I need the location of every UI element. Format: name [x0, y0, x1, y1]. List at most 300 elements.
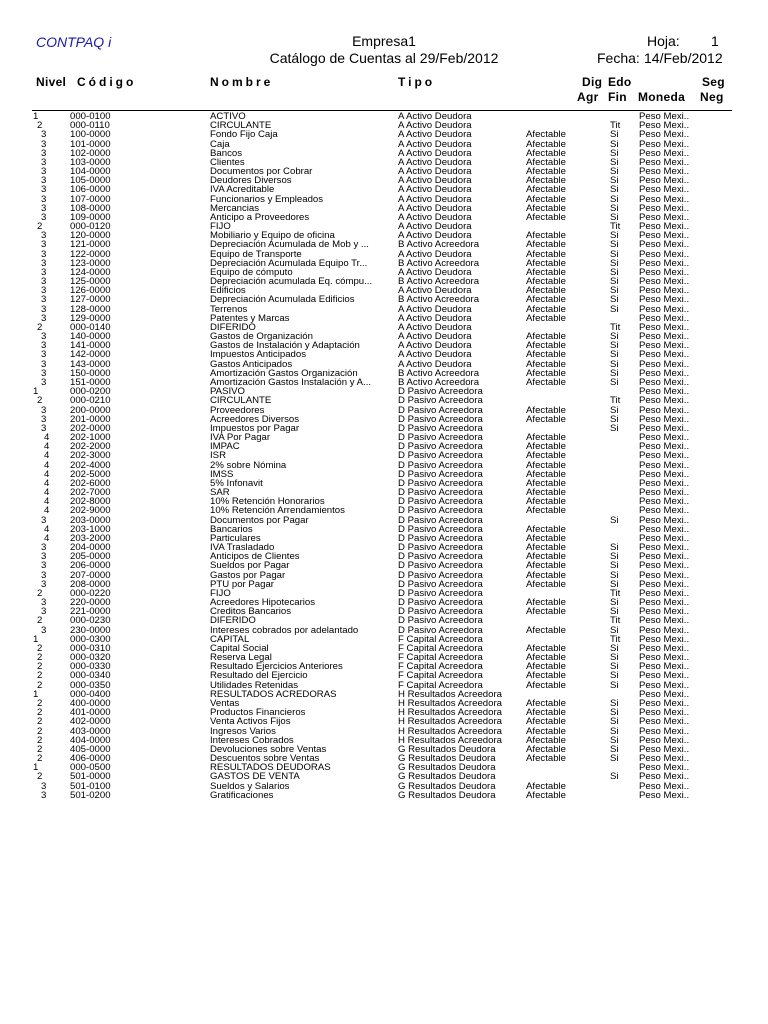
- account-code: 403-0000: [70, 725, 111, 737]
- account-level: 4: [44, 477, 50, 489]
- account-status: Si: [610, 771, 619, 783]
- account-level: 3: [41, 230, 47, 242]
- account-level: 2: [37, 652, 43, 664]
- account-name: Devoluciones sobre Ventas: [210, 744, 327, 755]
- account-name: Productos Financieros: [210, 708, 306, 718]
- account-level: 2: [37, 679, 43, 691]
- account-currency: Peso Mexi..: [639, 367, 690, 379]
- account-currency: Peso Mexi..: [639, 477, 690, 489]
- account-name: Acreedores Hipotecarios: [210, 598, 316, 608]
- account-affectable: Afectable: [526, 716, 567, 728]
- account-name: 2% sobre Nómina: [210, 460, 287, 470]
- account-code: 125-0000: [70, 276, 111, 288]
- account-name: Particulares: [210, 533, 261, 544]
- account-code: 000-0110: [70, 120, 110, 132]
- account-level: 2: [37, 615, 43, 627]
- account-status: Si: [610, 266, 619, 278]
- col-header-seg: Seg: [702, 75, 725, 89]
- account-type: A Activo Deudora: [398, 147, 472, 159]
- account-affectable: Afectable: [526, 743, 567, 755]
- account-status: Tit: [610, 633, 621, 645]
- account-name: Descuentos sobre Ventas: [210, 754, 320, 764]
- account-level: 3: [41, 312, 47, 324]
- account-level: 3: [41, 413, 47, 425]
- account-code: 143-0000: [70, 358, 111, 370]
- account-affectable: Afectable: [526, 450, 567, 462]
- account-status: Tit: [610, 587, 621, 599]
- account-currency: Peso Mexi..: [639, 129, 690, 141]
- account-status: Si: [610, 698, 619, 709]
- account-status: Si: [610, 514, 619, 526]
- account-status: Si: [610, 404, 619, 416]
- account-name: CIRCULANTE: [210, 396, 272, 406]
- account-currency: Peso Mexi..: [639, 239, 690, 251]
- account-affectable: Afectable: [526, 652, 567, 664]
- account-type: D Pasivo Acreedora: [398, 468, 483, 480]
- account-status: Si: [610, 358, 619, 370]
- account-level: 3: [41, 376, 47, 388]
- account-affectable: Afectable: [526, 642, 567, 654]
- account-code: 000-0120: [70, 221, 111, 233]
- account-affectable: Afectable: [526, 147, 567, 159]
- account-status: Si: [610, 642, 619, 654]
- account-code: 202-5000: [70, 468, 111, 480]
- account-status: Si: [610, 707, 619, 719]
- col-header-agr: Agr: [577, 90, 599, 104]
- account-level: 2: [37, 321, 43, 333]
- account-level: 2: [37, 120, 43, 132]
- account-name: Equipo de cómputo: [210, 267, 293, 278]
- account-code: 101-0000: [70, 138, 111, 150]
- account-level: 2: [37, 734, 43, 746]
- account-affectable: Afectable: [526, 734, 567, 746]
- account-type: H Resultados Acreedora: [398, 725, 502, 737]
- account-currency: Peso Mexi..: [639, 753, 690, 765]
- account-affectable: Afectable: [526, 532, 567, 544]
- page-number: 1: [711, 33, 719, 49]
- account-code: 104-0000: [70, 166, 111, 178]
- account-affectable: Afectable: [526, 578, 567, 590]
- account-code: 200-0000: [70, 404, 111, 416]
- account-code: 126-0000: [70, 285, 111, 297]
- account-type: A Activo Deudora: [398, 331, 472, 343]
- account-currency: Peso Mexi..: [639, 597, 690, 609]
- page-label: Hoja:: [647, 33, 680, 49]
- account-code: 141-0000: [70, 340, 111, 352]
- account-level: 4: [44, 450, 50, 462]
- account-level: 4: [44, 523, 50, 535]
- account-code: 202-6000: [70, 477, 111, 489]
- account-type: H Resultados Acreedora: [398, 734, 502, 746]
- account-status: Tit: [610, 120, 621, 132]
- col-header-dig: Dig: [582, 75, 603, 89]
- account-currency: Peso Mexi..: [639, 780, 690, 792]
- account-name: Caja: [210, 139, 230, 149]
- account-affectable: Afectable: [526, 441, 567, 453]
- account-type: H Resultados Acreedora: [398, 688, 502, 700]
- account-level: 3: [41, 624, 47, 636]
- account-code: 121-0000: [70, 239, 111, 251]
- account-level: 2: [37, 395, 43, 407]
- account-name: Documentos por Pagar: [210, 515, 309, 525]
- account-affectable: Afectable: [526, 404, 567, 416]
- account-code: 400-0000: [70, 698, 111, 709]
- account-name: Gastos Anticipados: [210, 359, 293, 369]
- account-status: Si: [610, 413, 619, 425]
- account-currency: Peso Mexi..: [639, 285, 690, 297]
- account-affectable: Afectable: [526, 523, 567, 535]
- account-name: 10% Retención Honorarios: [210, 497, 325, 507]
- account-type: B Activo Acreedora: [398, 276, 480, 288]
- account-type: G Resultados Deudora: [398, 771, 496, 783]
- account-affectable: Afectable: [526, 560, 567, 572]
- account-code: 207-0000: [70, 569, 111, 581]
- account-affectable: Afectable: [526, 239, 567, 251]
- account-name: Depreciación acumulada Eq. cómpu...: [210, 277, 373, 287]
- account-name: Impuestos Anticipados: [210, 350, 306, 360]
- account-type: D Pasivo Acreedora: [398, 587, 483, 599]
- account-currency: Peso Mexi..: [639, 661, 690, 673]
- account-code: 102-0000: [70, 147, 111, 159]
- account-status: Si: [610, 753, 619, 765]
- account-currency: Peso Mexi..: [639, 340, 690, 352]
- account-affectable: Afectable: [526, 789, 567, 801]
- account-type: F Capital Acreedora: [398, 642, 483, 654]
- account-affectable: Afectable: [526, 230, 567, 242]
- account-level: 2: [37, 743, 43, 755]
- account-currency: Peso Mexi..: [639, 615, 690, 627]
- col-header-neg: Neg: [700, 90, 724, 104]
- date-label: Fecha:: [597, 50, 640, 66]
- account-affectable: Afectable: [526, 753, 567, 765]
- account-level: 3: [41, 331, 47, 343]
- account-affectable: Afectable: [526, 211, 567, 223]
- account-status: Si: [610, 303, 619, 315]
- account-affectable: Afectable: [526, 670, 567, 682]
- account-status: Si: [610, 597, 619, 609]
- account-code: 501-0200: [70, 789, 111, 801]
- account-affectable: Afectable: [526, 358, 567, 370]
- account-level: 1: [33, 633, 39, 645]
- account-name: IVA Trasladado: [210, 543, 275, 553]
- account-type: A Activo Deudora: [398, 129, 472, 141]
- account-affectable: Afectable: [526, 679, 567, 691]
- account-affectable: Afectable: [526, 569, 567, 581]
- account-status: Si: [610, 670, 619, 682]
- account-currency: Peso Mexi..: [639, 193, 690, 205]
- account-status: Si: [610, 725, 619, 737]
- account-type: D Pasivo Acreedora: [398, 413, 483, 425]
- account-type: D Pasivo Acreedora: [398, 404, 483, 416]
- account-code: 202-7000: [70, 487, 111, 499]
- account-status: Si: [610, 422, 619, 434]
- account-affectable: Afectable: [526, 166, 567, 178]
- account-level: 3: [41, 569, 47, 581]
- account-code: 501-0100: [70, 780, 111, 792]
- account-status: Tit: [610, 615, 621, 627]
- account-name: PTU por Pagar: [210, 579, 274, 589]
- account-status: Si: [610, 606, 619, 618]
- header-divider: [32, 110, 732, 111]
- account-code: 202-2000: [70, 441, 111, 453]
- account-status: Si: [610, 679, 619, 691]
- account-name: Documentos por Cobrar: [210, 167, 313, 177]
- account-level: 4: [44, 468, 50, 480]
- account-code: 000-0330: [70, 661, 111, 673]
- account-currency: Peso Mexi..: [639, 450, 690, 462]
- account-level: 4: [44, 441, 50, 453]
- account-code: 000-0140: [70, 321, 111, 333]
- account-code: 402-0000: [70, 716, 111, 728]
- account-level: 3: [41, 285, 47, 297]
- account-level: 4: [44, 532, 50, 544]
- account-currency: Peso Mexi..: [639, 120, 690, 132]
- account-affectable: Afectable: [526, 129, 567, 141]
- account-currency: Peso Mexi..: [639, 221, 690, 233]
- account-level: 2: [37, 707, 43, 719]
- account-code: 109-0000: [70, 211, 111, 223]
- account-type: G Resultados Deudora: [398, 780, 496, 792]
- account-type: G Resultados Deudora: [398, 743, 496, 755]
- account-level: 3: [41, 257, 47, 269]
- account-name: Impuestos por Pagar: [210, 423, 300, 434]
- account-currency: Peso Mexi..: [639, 578, 690, 590]
- account-currency: Peso Mexi..: [639, 202, 690, 214]
- account-name: Creditos Bancarios: [210, 607, 292, 617]
- account-code: 202-8000: [70, 496, 111, 508]
- account-currency: Peso Mexi..: [639, 725, 690, 737]
- account-currency: Peso Mexi..: [639, 312, 690, 324]
- account-affectable: Afectable: [526, 707, 567, 719]
- account-type: D Pasivo Acreedora: [398, 505, 483, 517]
- account-affectable: Afectable: [526, 468, 567, 480]
- account-currency: Peso Mexi..: [639, 707, 690, 719]
- account-currency: Peso Mexi..: [639, 560, 690, 572]
- account-level: 2: [37, 221, 43, 233]
- account-type: F Capital Acreedora: [398, 661, 483, 673]
- account-affectable: Afectable: [526, 698, 567, 709]
- account-currency: Peso Mexi..: [639, 211, 690, 223]
- account-currency: Peso Mexi..: [639, 670, 690, 682]
- account-name: Fondo Fijo Caja: [210, 130, 278, 140]
- account-type: A Activo Deudora: [398, 340, 472, 352]
- account-currency: Peso Mexi..: [639, 111, 690, 122]
- account-code: 000-0350: [70, 679, 111, 691]
- account-affectable: Afectable: [526, 257, 567, 269]
- account-status: Si: [610, 716, 619, 728]
- account-status: Si: [610, 211, 619, 223]
- account-code: 203-2000: [70, 532, 111, 544]
- account-status: Tit: [610, 395, 621, 407]
- account-affectable: Afectable: [526, 156, 567, 168]
- account-type: A Activo Deudora: [398, 321, 472, 333]
- account-type: D Pasivo Acreedora: [398, 496, 483, 508]
- account-currency: Peso Mexi..: [639, 652, 690, 664]
- account-name: SAR: [210, 488, 230, 498]
- account-affectable: Afectable: [526, 413, 567, 425]
- account-type: A Activo Deudora: [398, 120, 472, 132]
- account-type: H Resultados Acreedora: [398, 707, 502, 719]
- account-name: CIRCULANTE: [210, 121, 272, 131]
- account-code: 150-0000: [70, 367, 111, 379]
- account-type: D Pasivo Acreedora: [398, 532, 483, 544]
- account-type: D Pasivo Acreedora: [398, 542, 483, 554]
- account-name: IVA Acreditable: [210, 185, 275, 195]
- account-name: Gratificaciones: [210, 790, 274, 800]
- account-level: 2: [37, 698, 43, 709]
- account-type: G Resultados Deudora: [398, 762, 496, 774]
- account-currency: Peso Mexi..: [639, 358, 690, 370]
- account-affectable: Afectable: [526, 184, 567, 196]
- account-code: 000-0400: [70, 688, 111, 700]
- account-affectable: Afectable: [526, 303, 567, 315]
- account-name: IMPAC: [210, 442, 240, 452]
- account-status: Si: [610, 138, 619, 150]
- account-affectable: Afectable: [526, 459, 567, 471]
- account-name: Bancos: [210, 148, 242, 158]
- brand-logo-text: CONTPAQ i: [36, 34, 112, 50]
- account-code: 108-0000: [70, 202, 111, 214]
- account-affectable: Afectable: [526, 175, 567, 187]
- account-name: RESULTADOS DEUDORAS: [210, 763, 331, 773]
- account-affectable: Afectable: [526, 542, 567, 554]
- account-status: Si: [610, 276, 619, 288]
- account-status: Si: [610, 743, 619, 755]
- account-code: 000-0310: [70, 642, 111, 654]
- account-type: F Capital Acreedora: [398, 633, 483, 645]
- account-level: 4: [44, 432, 50, 444]
- account-currency: Peso Mexi..: [639, 266, 690, 278]
- account-level: 3: [41, 597, 47, 609]
- account-type: F Capital Acreedora: [398, 670, 483, 682]
- account-name: GASTOS DE VENTA: [210, 772, 300, 782]
- account-name: ISR: [210, 451, 226, 461]
- company-name: Empresa1: [352, 33, 416, 49]
- account-type: D Pasivo Acreedora: [398, 450, 483, 462]
- account-name: IMSS: [210, 469, 234, 479]
- account-level: 3: [41, 606, 47, 618]
- account-status: Si: [610, 184, 619, 196]
- account-name: Mercancias: [210, 203, 260, 213]
- account-level: 2: [37, 725, 43, 737]
- account-type: B Activo Acreedora: [398, 239, 480, 251]
- account-status: Tit: [610, 221, 621, 233]
- account-currency: Peso Mexi..: [639, 175, 690, 187]
- account-name: Sueldos por Pagar: [210, 561, 290, 571]
- account-level: 3: [41, 156, 47, 168]
- account-code: 000-0200: [70, 386, 111, 398]
- account-currency: Peso Mexi..: [639, 257, 690, 269]
- account-affectable: Afectable: [526, 285, 567, 297]
- account-affectable: Afectable: [526, 376, 567, 388]
- account-type: A Activo Deudora: [398, 248, 472, 260]
- account-level: 3: [41, 514, 47, 526]
- account-code: 202-4000: [70, 459, 111, 471]
- account-name: Terrenos: [210, 304, 248, 314]
- account-name: Depreciación Acumulada Edificios: [210, 295, 355, 305]
- account-code: 122-0000: [70, 248, 111, 260]
- account-name: Proveedores: [210, 405, 265, 415]
- account-name: 5% Infonavit: [210, 478, 263, 489]
- account-level: 3: [41, 175, 47, 187]
- col-header-tipo: Tipo: [398, 75, 436, 89]
- account-name: Amortización Gastos Organización: [210, 368, 358, 379]
- account-status: Si: [610, 147, 619, 159]
- account-name: Intereses Cobrados: [210, 735, 294, 745]
- account-name: 10% Retención Arrendamientos: [210, 506, 345, 516]
- account-currency: Peso Mexi..: [639, 642, 690, 654]
- account-type: A Activo Deudora: [398, 303, 472, 315]
- account-level: 1: [33, 386, 39, 398]
- account-name: Anticipo a Proveedores: [210, 212, 310, 223]
- account-level: 1: [33, 111, 39, 122]
- account-code: 000-0320: [70, 652, 111, 664]
- account-affectable: Afectable: [526, 477, 567, 489]
- account-name: Ingresos Varios: [210, 726, 276, 736]
- account-code: 140-0000: [70, 331, 111, 343]
- account-code: 100-0000: [70, 129, 111, 141]
- account-level: 3: [41, 303, 47, 315]
- account-code: 123-0000: [70, 257, 111, 269]
- account-affectable: Afectable: [526, 505, 567, 517]
- col-header-fin: Fin: [608, 90, 627, 104]
- account-name: FIJO: [210, 588, 231, 599]
- account-code: 202-3000: [70, 450, 111, 462]
- account-code: 129-0000: [70, 312, 111, 324]
- account-currency: Peso Mexi..: [639, 413, 690, 425]
- account-name: IVA Por Pagar: [210, 433, 271, 443]
- account-name: Ventas: [210, 699, 240, 709]
- account-status: Si: [610, 202, 619, 214]
- account-level: 2: [37, 670, 43, 682]
- account-name: FIJO: [210, 222, 231, 232]
- account-affectable: Afectable: [526, 294, 567, 306]
- account-name: Sueldos y Salarios: [210, 781, 290, 791]
- account-type: D Pasivo Acreedora: [398, 597, 483, 609]
- account-currency: Peso Mexi..: [639, 771, 690, 783]
- account-code: 124-0000: [70, 266, 111, 278]
- account-affectable: Afectable: [526, 193, 567, 205]
- accounts-table: [0, 112, 768, 800]
- table-row: [0, 791, 768, 800]
- account-name: DIFERIDO: [210, 616, 256, 626]
- date-value: 14/Feb/2012: [644, 50, 723, 66]
- account-type: D Pasivo Acreedora: [398, 514, 483, 526]
- account-level: 3: [41, 138, 47, 150]
- account-level: 4: [44, 487, 50, 499]
- account-currency: Peso Mexi..: [639, 147, 690, 159]
- account-type: B Activo Acreedora: [398, 367, 480, 379]
- account-code: 405-0000: [70, 743, 111, 755]
- account-currency: Peso Mexi..: [639, 551, 690, 563]
- account-type: D Pasivo Acreedora: [398, 560, 483, 572]
- account-currency: Peso Mexi..: [639, 248, 690, 260]
- account-currency: Peso Mexi..: [639, 404, 690, 416]
- account-code: 000-0220: [70, 587, 111, 599]
- account-type: D Pasivo Acreedora: [398, 441, 483, 453]
- account-type: A Activo Deudora: [398, 349, 472, 361]
- account-code: 203-0000: [70, 514, 111, 526]
- account-name: Edificios: [210, 286, 246, 296]
- account-currency: Peso Mexi..: [639, 303, 690, 315]
- account-code: 220-0000: [70, 597, 111, 609]
- account-affectable: Afectable: [526, 202, 567, 214]
- account-currency: Peso Mexi..: [639, 532, 690, 544]
- account-type: A Activo Deudora: [398, 211, 472, 223]
- account-status: Si: [610, 569, 619, 581]
- account-affectable: Afectable: [526, 487, 567, 499]
- account-type: A Activo Deudora: [398, 202, 472, 214]
